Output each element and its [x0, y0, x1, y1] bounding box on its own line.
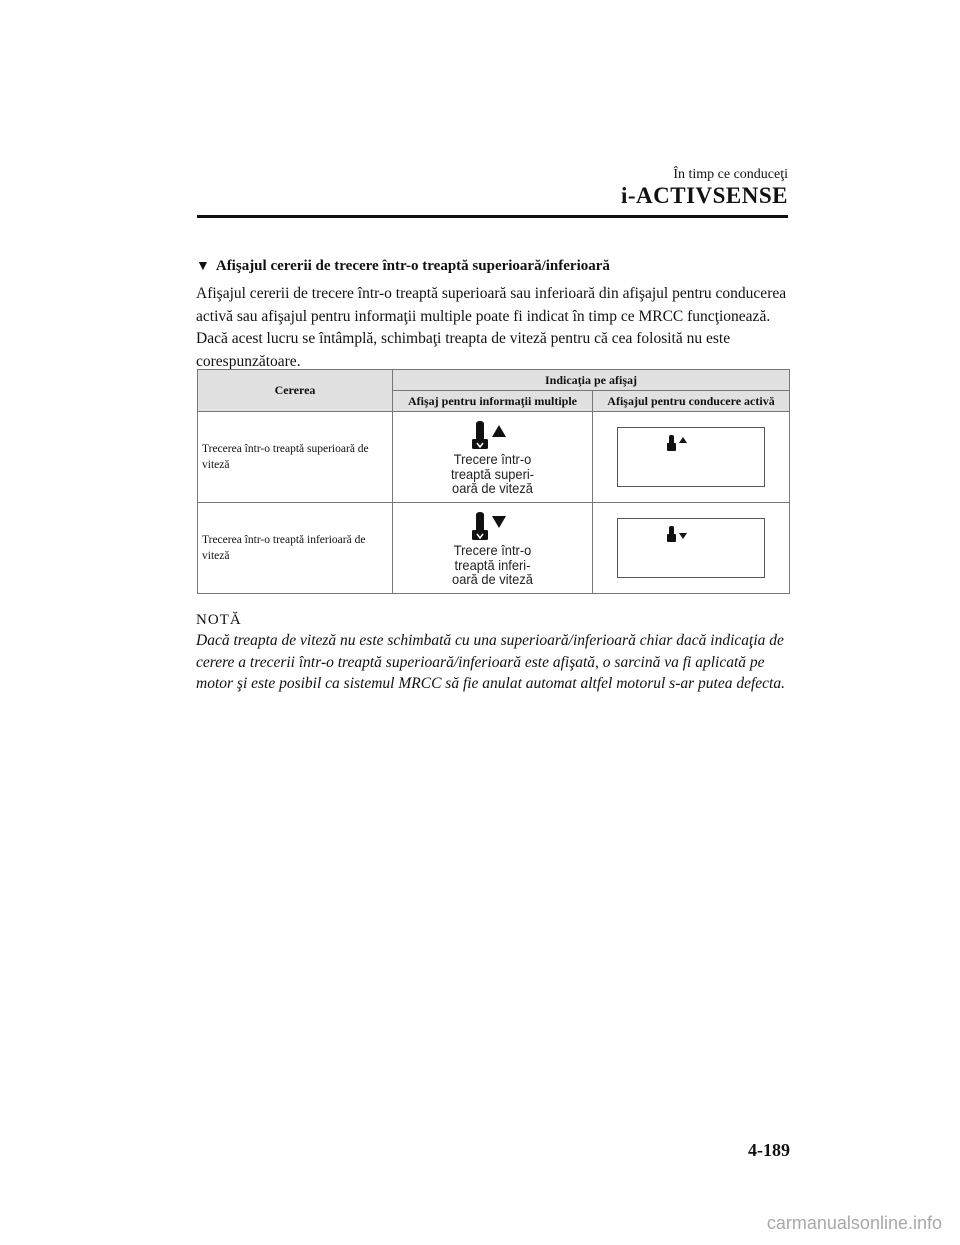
- page-number: 4-189: [748, 1140, 790, 1160]
- note-title: NOTĂ: [196, 612, 242, 628]
- gear-request-table: [197, 369, 790, 594]
- multi-info-display-cell: [393, 412, 593, 503]
- message-line: oară de viteză: [452, 571, 533, 588]
- section-label: În timp ce conduceţi: [673, 167, 788, 182]
- note-text: Dacă treapta de viteză nu este schimbată cu una superioară/inferioară chiar dacă indicaţia de cerere a trecerii într-o treaptă superioară/inferioară este afişată, o sarcină va fi aplicată pe motor şi este posibil ca sistemul MRCC să fie anulat automat altfel motorul s-ar putea defecta.: [196, 632, 785, 692]
- column-header-request: Cererea: [198, 370, 393, 412]
- gear-shift-up-icon: [667, 434, 689, 452]
- gear-shift-down-icon: [393, 511, 592, 541]
- table-row: [198, 412, 790, 503]
- message-line: treaptă inferi-: [454, 556, 531, 573]
- watermark: carmanualsonline.info: [766, 1213, 942, 1233]
- column-header-indication: Indicaţia pe afişaj: [393, 370, 790, 391]
- request-cell: Trecerea într-o treaptă superioară de viteză: [198, 412, 393, 503]
- active-driving-screen: [617, 518, 765, 578]
- column-header-active-driving: Afişajul pentru conducere activă: [593, 391, 790, 412]
- gear-shift-down-icon: [667, 525, 689, 543]
- multi-info-display-cell: [393, 503, 593, 594]
- message-line: Trecere într-o: [453, 451, 532, 468]
- header-divider: [197, 215, 788, 218]
- shift-down-message: [401, 543, 584, 587]
- section-heading-text: Afişajul cererii de trecere într-o treaptă superioară/inferioară: [215, 258, 610, 274]
- message-line: treaptă superi-: [450, 465, 535, 482]
- triangle-down-icon: ▼: [196, 259, 210, 274]
- active-driving-display-cell: [593, 503, 790, 594]
- table-row: [198, 503, 790, 594]
- column-header-multi-info: Afişaj pentru informaţii multiple: [393, 391, 593, 412]
- table-header-row: [198, 370, 790, 391]
- section-heading: [196, 258, 610, 275]
- gear-shift-up-icon: [393, 420, 592, 450]
- message-line: oară de viteză: [452, 480, 533, 497]
- active-driving-screen: [617, 427, 765, 487]
- body-paragraph: Afişajul cererii de trecere într-o treaptă superioară sau inferioară din afişajul pentru conducerea activă sau afişajul pentru informaţii multiple poate fi indicat în timp ce MRCC funcţionează. Dacă acest lucru se întâmplă, schimbaţi treapta de viteză pentru că cea folosită nu este corespunzătoare.: [196, 285, 787, 370]
- chapter-title: i-ACTIVSENSE: [620, 183, 788, 208]
- request-cell: Trecerea într-o treaptă inferioară de viteză: [198, 503, 393, 594]
- message-line: Trecere într-o: [453, 542, 532, 559]
- active-driving-display-cell: [593, 412, 790, 503]
- shift-up-message: [401, 452, 584, 496]
